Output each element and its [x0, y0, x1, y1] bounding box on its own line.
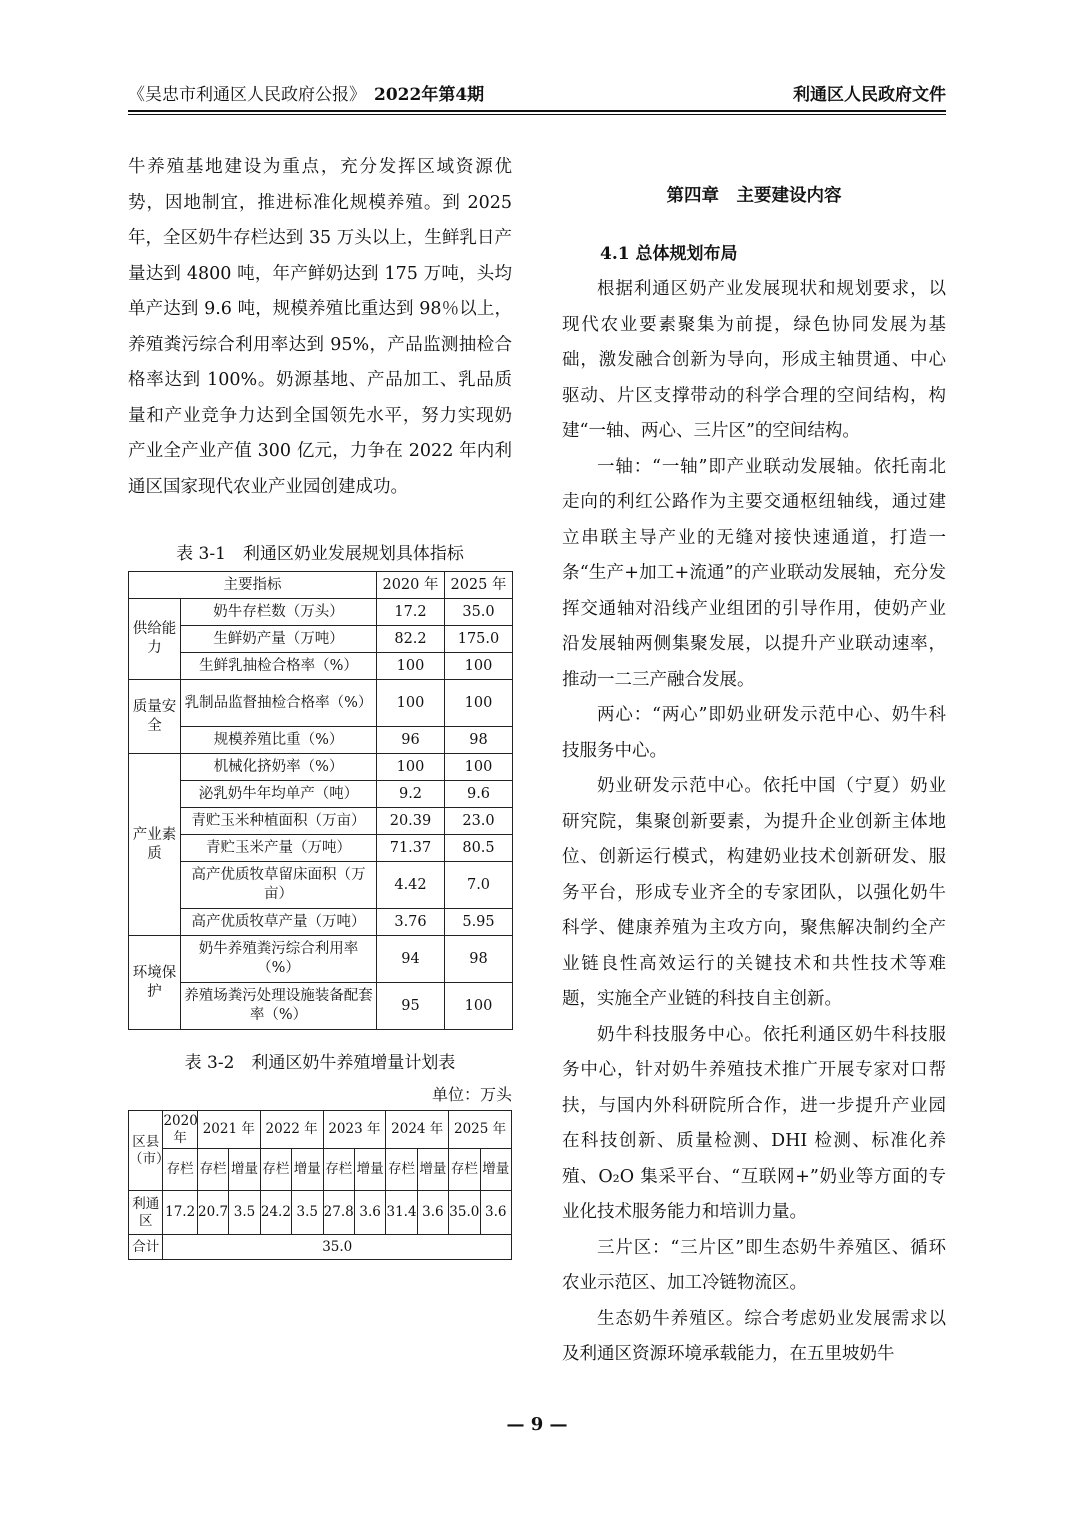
body-paragraph: 三片区：“三片区”即生态奶牛养殖区、循环农业示范区、加工冷链物流区。 [562, 1237, 946, 1293]
table1-cell-2020: 20.39 [377, 808, 445, 835]
table2-stock-header: 存栏 [197, 1149, 228, 1191]
document-source: 利通区人民政府文件 [793, 85, 946, 105]
section-heading: 4.1 总体规划布局 [600, 244, 738, 264]
table2-cell: 17.2 [163, 1191, 197, 1235]
table1-cell-2025: 100 [445, 653, 513, 680]
table2-cell: 3.6 [480, 1191, 511, 1235]
table2-unit: 单位：万头 [431, 1085, 512, 1104]
table1-cell-2025: 35.0 [445, 599, 513, 626]
body-paragraph: 奶业研发示范中心。依托中国（宁夏）奶业研究院，集聚创新要素，为提升企业创新主体地位、创新运行模式，构建奶业技术创新研发、服务平台，形成专业齐全的专家团队，以强化奶牛科学、健康养殖为主攻方向，聚焦解决制约全产业链良性高效运行的关键技术和共性技术等难题，实施全产业链的科技自主创新。 [562, 776, 946, 1009]
table2-title: 表 3-2 利通区奶牛养殖增量计划表 [184, 1053, 456, 1073]
table2-cell: 3.5 [292, 1191, 323, 1235]
table1-cell-2020: 100 [377, 680, 445, 727]
table1-header-indicator: 主要指标 [129, 572, 377, 599]
table1-group-industry: 产业素质 [129, 754, 181, 936]
table1-cell-2025: 100 [445, 754, 513, 781]
table2-increase-header: 增量 [229, 1149, 260, 1191]
table2-cell: 24.2 [260, 1191, 291, 1235]
table1-row-label: 乳制品监督抽检合格率（%） [181, 680, 377, 727]
table2-cell: 35.0 [449, 1191, 480, 1235]
table1-cell-2020: 17.2 [377, 599, 445, 626]
table1-cell-2025: 98 [445, 936, 513, 983]
chapter-title: 第四章 主要建设内容 [666, 186, 842, 206]
table1-header-2020: 2020 年 [377, 572, 445, 599]
table1-cell-2020: 71.37 [377, 835, 445, 862]
table2-year-2023: 2023 年 [323, 1111, 386, 1149]
table1-row-label: 生鲜乳抽检合格率（%） [181, 653, 377, 680]
table1-cell-2020: 82.2 [377, 626, 445, 653]
header-divider [128, 110, 946, 112]
table2-cell: 3.6 [354, 1191, 385, 1235]
table2-year-2024: 2024 年 [386, 1111, 449, 1149]
table2-county-name: 利通区 [129, 1191, 163, 1235]
table2-year-2025: 2025 年 [449, 1111, 512, 1149]
table1-cell-2020: 96 [377, 727, 445, 754]
table1-cell-2025: 23.0 [445, 808, 513, 835]
table1-row-label: 高产优质牧草留床面积（万亩） [181, 862, 377, 909]
table1-cell-2020: 95 [377, 983, 445, 1030]
table1-cell-2025: 175.0 [445, 626, 513, 653]
table2-total-label: 合计 [129, 1235, 163, 1260]
table2-cell: 3.5 [229, 1191, 260, 1235]
table2-stock-header: 存栏 [323, 1149, 354, 1191]
table2-year-2020: 2020 年 [163, 1111, 197, 1149]
table1-indicators [128, 571, 513, 1030]
table1-row-label: 规模养殖比重（%） [181, 727, 377, 754]
table2-year-2022: 2022 年 [260, 1111, 323, 1149]
table1-header-2025: 2025 年 [445, 572, 513, 599]
table2-stock-header: 存栏 [163, 1149, 197, 1191]
left-column [128, 150, 512, 1260]
body-paragraph: 两心：“两心”即奶业研发示范中心、奶牛科技服务中心。 [562, 705, 946, 761]
table1-cell-2025: 9.6 [445, 781, 513, 808]
table2-county-header: 区县（市） [129, 1111, 163, 1191]
table1-row-label: 奶牛存栏数（万头） [181, 599, 377, 626]
table1-cell-2025: 5.95 [445, 909, 513, 936]
table2-cell: 3.6 [417, 1191, 448, 1235]
table2-stock-header: 存栏 [449, 1149, 480, 1191]
table2-increase-header: 增量 [417, 1149, 448, 1191]
table2-increase-header: 增量 [292, 1149, 323, 1191]
table1-row-label: 生鲜奶产量（万吨） [181, 626, 377, 653]
left-paragraph: 牛养殖基地建设为重点，充分发挥区域资源优势，因地制宜，推进标准化规模养殖。到 2025 年，全区奶牛存栏达到 35 万头以上，生鲜乳日产量达到 4800 吨，年产鲜奶达到 175 万吨，头均单产达到 9.6 吨，规模养殖比重达到 98％以上，养殖粪污综合利用率达到 95%，产品监测抽检合格率达到 100%。奶源基地、产品加工、乳品质量和产业竞争力达到全国领先水平，努力实现奶产业全产业产值 300 亿元，力争在 2022 年内利通区国家现代农业产业园创建成功。 [128, 157, 512, 497]
table1-group-quality: 质量安全 [129, 680, 181, 754]
table2-year-2021: 2021 年 [197, 1111, 260, 1149]
body-paragraph: 生态奶牛养殖区。综合考虑奶业发展需求以及利通区资源环境承载能力，在五里坡奶牛 [562, 1308, 946, 1364]
issue-label: 2022年第4期 [374, 85, 485, 105]
table1-cell-2020: 3.76 [377, 909, 445, 936]
table1-row-label: 高产优质牧草产量（万吨） [181, 909, 377, 936]
table2-total-value: 35.0 [163, 1235, 512, 1260]
table1-row-label: 机械化挤奶率（%） [181, 754, 377, 781]
table2-cell: 31.4 [386, 1191, 417, 1235]
table1-cell-2020: 100 [377, 653, 445, 680]
table1-cell-2025: 100 [445, 680, 513, 727]
right-column [562, 150, 946, 1373]
table2-cell: 27.8 [323, 1191, 354, 1235]
table2-increment-plan [128, 1110, 512, 1260]
table2-stock-header: 存栏 [386, 1149, 417, 1191]
table1-cell-2025: 100 [445, 983, 513, 1030]
header-divider-thin [128, 114, 946, 115]
table1-cell-2025: 7.0 [445, 862, 513, 909]
table1-cell-2025: 80.5 [445, 835, 513, 862]
body-paragraph: 根据利通区奶产业发展现状和规划要求，以现代农业要素聚集为前提，绿色协同发展为基础，激发融合创新为导向，形成主轴贯通、中心驱动、片区支撑带动的科学合理的空间结构，构建“一轴、两心、三片区”的空间结构。 [562, 279, 946, 441]
table2-increase-header: 增量 [354, 1149, 385, 1191]
page-number: — 9 — [506, 1414, 568, 1435]
table1-group-supply: 供给能力 [129, 599, 181, 680]
body-paragraph: 奶牛科技服务中心。依托利通区奶牛科技服务中心，针对奶牛养殖技术推广开展专家对口帮扶，与国内外科研院所合作，进一步提升产业园在科技创新、质量检测、DHI 检测、标准化养殖、O₂O 集采平台、“互联网+”奶业等方面的专业化技术服务能力和培训力量。 [562, 1024, 946, 1222]
journal-header [128, 80, 484, 105]
body-paragraph: 一轴：“一轴”即产业联动发展轴。依托南北走向的利红公路作为主要交通枢纽轴线，通过建立串联主导产业的无缝对接快速通道，打造一条“生产+加工+流通”的产业联动发展轴，充分发挥交通轴对沿线产业组团的引导作用，使奶产业沿发展轴两侧集聚发展，以提升产业联动速率，推动一二三产融合发展。 [562, 456, 946, 690]
table1-group-environment: 环境保护 [129, 936, 181, 1030]
table1-row-label: 养殖场粪污处理设施装备配套率（%） [181, 983, 377, 1030]
table1-cell-2025: 98 [445, 727, 513, 754]
table1-title: 表 3-1 利通区奶业发展规划具体指标 [176, 544, 464, 564]
table1-cell-2020: 9.2 [377, 781, 445, 808]
table2-cell: 20.7 [197, 1191, 228, 1235]
table1-cell-2020: 94 [377, 936, 445, 983]
table2-stock-header: 存栏 [260, 1149, 291, 1191]
table1-row-label: 青贮玉米产量（万吨） [181, 835, 377, 862]
table1-row-label: 泌乳奶牛年均单产（吨） [181, 781, 377, 808]
table1-row-label: 奶牛养殖粪污综合利用率（%） [181, 936, 377, 983]
journal-title: 《吴忠市利通区人民政府公报》 [128, 85, 366, 105]
table1-cell-2020: 4.42 [377, 862, 445, 909]
table1-row-label: 青贮玉米种植面积（万亩） [181, 808, 377, 835]
table1-cell-2020: 100 [377, 754, 445, 781]
table2-increase-header: 增量 [480, 1149, 511, 1191]
